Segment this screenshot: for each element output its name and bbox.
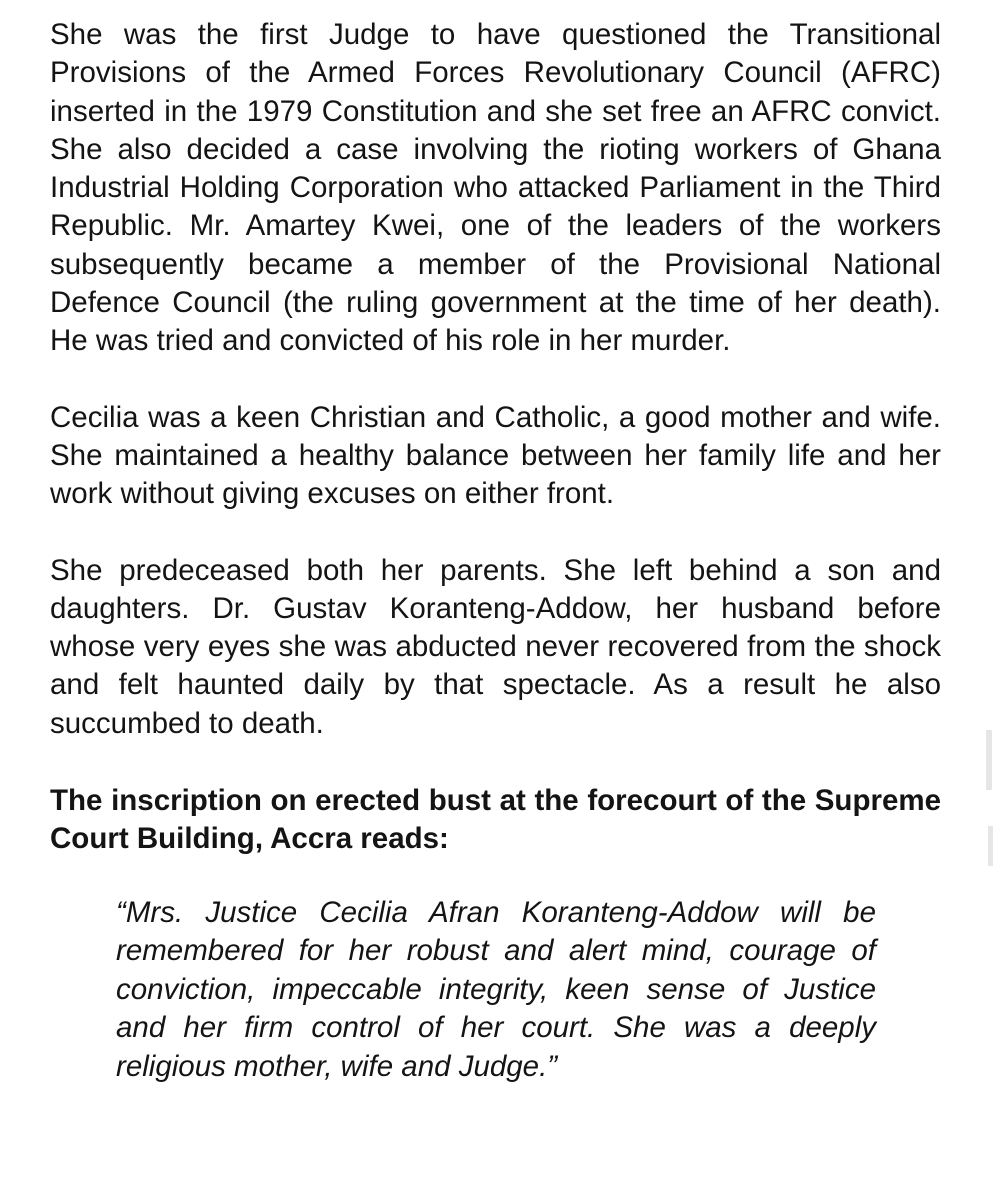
scan-edge-mark — [988, 826, 993, 866]
document-page — [50, 16, 941, 1086]
inscription-heading: The inscription on erected bust at the forecourt of the Supreme Court Building, Accra reads: — [50, 784, 941, 856]
inscription-quote: “Mrs. Justice Cecilia Afran Koranteng-Addow will be remembered for her robust and alert mind, courage of conviction, impeccable integrity, keen sense of Justice and her firm control of her court. She was a deeply religious mother, wife and Judge.” — [116, 895, 876, 1083]
scan-edge-mark — [986, 730, 992, 790]
paragraph-faith-family: Cecilia was a keen Christian and Catholic, a good mother and wife. She maintained a healthy balance between her family life and her work without giving excuses on either front. — [50, 400, 941, 511]
paragraph-judicial-record: She was the first Judge to have questioned the Transitional Provisions of the Armed Forces Revolutionary Council (AFRC) inserted in the 1979 Constitution and she set free an AFRC convict. She also decided a case involving the rioting workers of Ghana Industrial Holding Corporation who attacked Parliament in the Third Republic. Mr. Amartey Kwei, one of the leaders of the workers subsequently became a member of the Provisional National Defence Council (the ruling government at the time of her death). He was tried and convicted of his role in her murder. — [50, 18, 941, 358]
paragraph-survivors: She predeceased both her parents. She left behind a son and daughters. Dr. Gustav Koranteng-Addow, her husband before whose very eyes she was abducted never recovered from the shock and felt haunted daily by that spectacle. As a result he also succumbed to death. — [50, 553, 941, 740]
